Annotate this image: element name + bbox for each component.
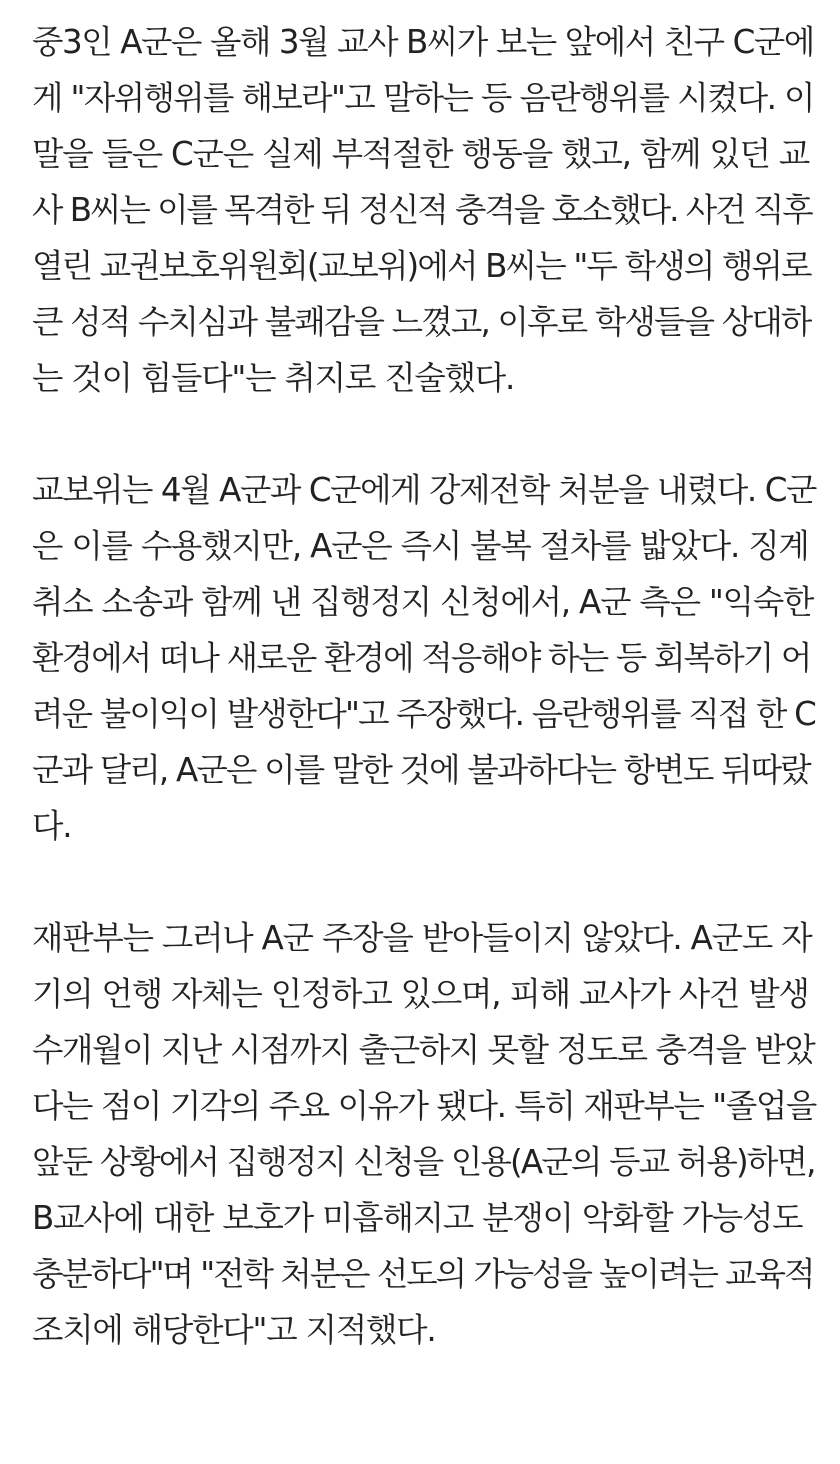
text-line: 는 것이 힘들다"는 취지로 진술했다. <box>32 359 515 397</box>
text-line: B교사에 대한 보호가 미흡해지고 분쟁이 악화할 가능성도 <box>32 1199 803 1237</box>
paragraph-3 <box>32 910 816 1358</box>
text-line: 중3인 A군은 올해 3월 교사 B씨가 보는 앞에서 친구 C군에 <box>32 23 814 61</box>
text-line: 열린 교권보호위원회(교보위)에서 B씨는 "두 학생의 행위로 <box>32 247 811 285</box>
text-line: 재판부는 그러나 A군 주장을 받아들이지 않았다. A군도 자 <box>32 919 812 957</box>
paragraph-spacer <box>32 854 812 910</box>
text-line: 은 이를 수용했지만, A군은 즉시 불복 절차를 밟았다. 징계 <box>32 527 809 565</box>
text-line: 취소 소송과 함께 낸 집행정지 신청에서, A군 측은 "익숙한 <box>32 583 814 621</box>
text-line: 환경에서 떠나 새로운 환경에 적응해야 하는 등 회복하기 어 <box>32 639 811 677</box>
text-line: 군과 달리, A군은 이를 말한 것에 불과하다는 항변도 뒤따랐 <box>32 751 810 789</box>
text-line: 다는 점이 기각의 주요 이유가 됐다. 특히 재판부는 "졸업을 <box>32 1087 816 1125</box>
text-line: 게 "자위행위를 해보라"고 말하는 등 음란행위를 시켰다. 이 <box>32 79 814 117</box>
text-line: 조치에 해당한다"고 지적했다. <box>32 1311 436 1349</box>
text-line: 기의 언행 자체는 인정하고 있으며, 피해 교사가 사건 발생 <box>32 975 809 1013</box>
text-line: 수개월이 지난 시점까지 출근하지 못할 정도로 충격을 받았 <box>32 1031 815 1069</box>
paragraph-spacer <box>32 406 812 462</box>
text-line: 려운 불이익이 발생한다"고 주장했다. 음란행위를 직접 한 C <box>32 695 815 733</box>
text-line: 앞둔 상황에서 집행정지 신청을 인용(A군의 등교 허용)하면, <box>32 1143 815 1181</box>
paragraph-2 <box>32 462 817 854</box>
text-line: 충분하다"며 "전학 처분은 선도의 가능성을 높이려는 교육적 <box>32 1255 814 1293</box>
text-line: 사 B씨는 이를 목격한 뒤 정신적 충격을 호소했다. 사건 직후 <box>32 191 812 229</box>
paragraph-1 <box>32 14 812 406</box>
text-line: 교보위는 4월 A군과 C군에게 강제전학 처분을 내렸다. C군 <box>32 471 817 509</box>
text-line: 다. <box>32 807 72 845</box>
text-line: 큰 성적 수치심과 불쾌감을 느꼈고, 이후로 학생들을 상대하 <box>32 303 811 341</box>
text-line: 말을 들은 C군은 실제 부적절한 행동을 했고, 함께 있던 교 <box>32 135 810 173</box>
